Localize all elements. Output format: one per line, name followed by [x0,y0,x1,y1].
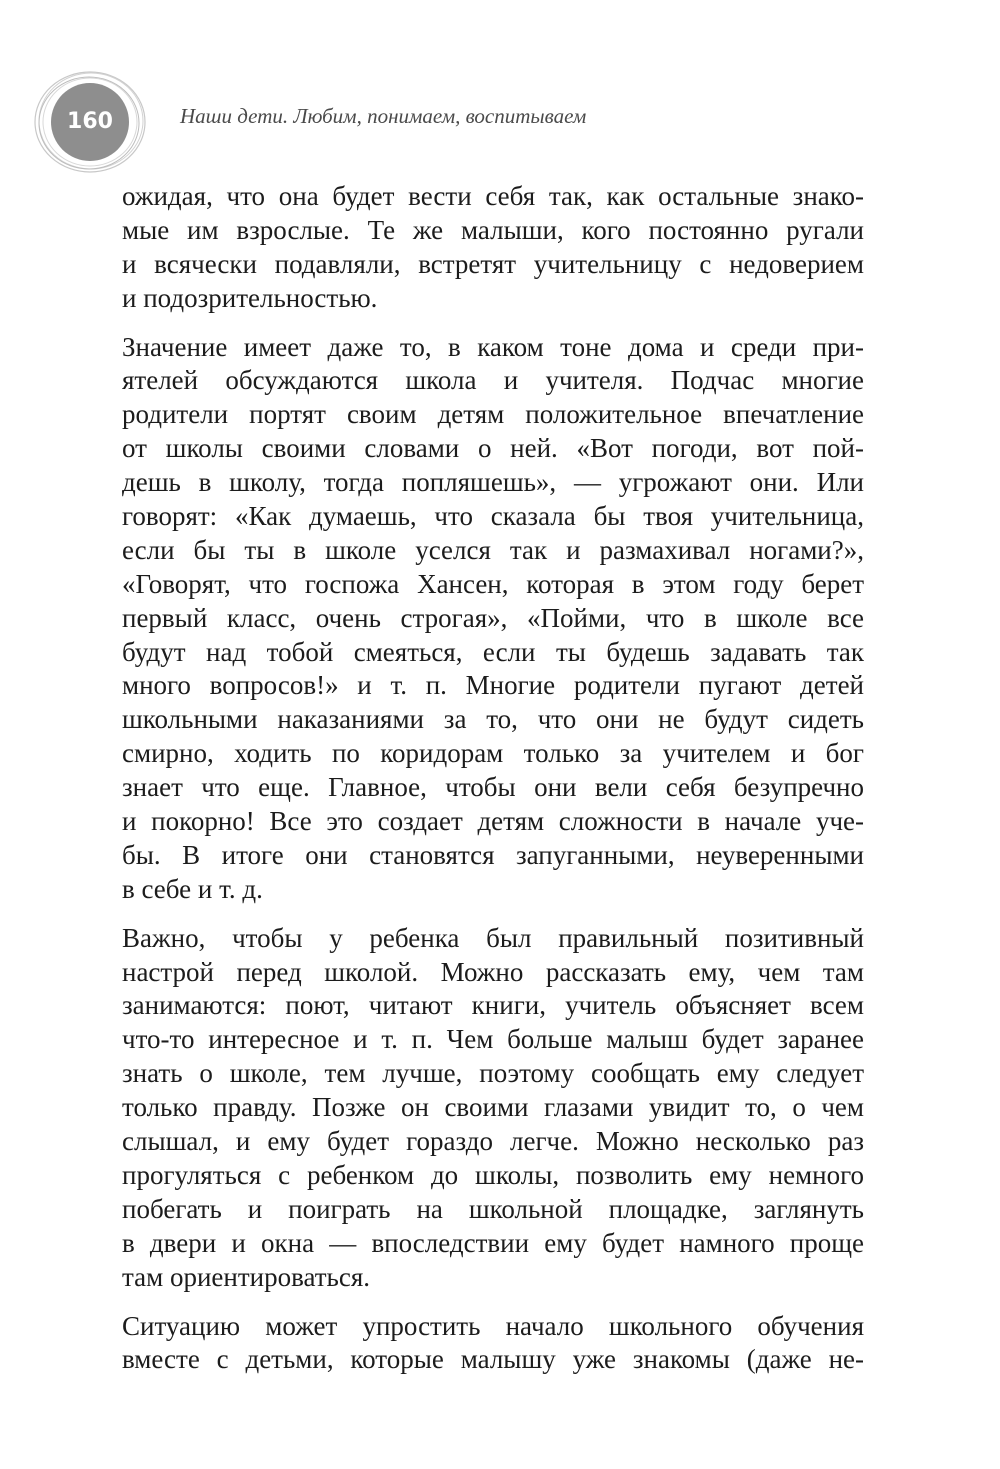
text-line: в себе и т. д. [122,873,263,904]
text-line: Важно, чтобы у ребенка был правильный позитивный [122,922,864,953]
text-line: родители портят своим детям положительное впечатление [122,399,864,430]
text-line: смирно, ходить по коридорам только за учителем и бог [122,738,864,769]
text-line: и подозрительностью. [122,282,378,313]
text-line: будут над тобой смеяться, если ты будешь задавать так [122,636,864,667]
text-line: если бы ты в школе уселся так и размахивал ногами?», [122,534,864,565]
text-line: и покорно! Все это создает детям сложности в начале уче- [122,806,864,837]
running-title: Наши дети. Любим, понимаем, воспитываем [180,104,587,128]
text-line: Значение имеет даже то, в каком тоне дома и среди при- [122,331,864,362]
text-line: ятелей обсуждаются школа и учителя. Подчас многие [122,365,864,396]
page-number-badge [30,68,150,178]
text-line: слышал, и ему будет гораздо легче. Можно несколько раз [122,1126,864,1157]
text-line: первый класс, очень строгая», «Пойми, что в школе все [122,602,864,633]
page-number: 160 [67,109,113,134]
body-text [122,180,864,1392]
text-line: говорят: «Как думаешь, что сказала бы твоя учительница, [122,501,864,532]
text-line: побегать и поиграть на школьной площадке, заглянуть [122,1193,864,1224]
text-line: школьными наказаниями за то, что они не будут сидеть [122,704,864,735]
text-line: знать о школе, тем лучше, поэтому сообщать ему следует [122,1058,864,1089]
text-line: много вопросов!» и т. п. Многие родители пугают детей [122,670,864,701]
text-line: дешь в школу, тогда попляшешь», — угрожают они. Или [122,467,864,498]
text-line: в двери и окна — впоследствии ему будет намного проще [122,1227,864,1258]
text-line: вместе с детьми, которые малышу уже знакомы (даже не- [122,1344,864,1375]
text-line: занимаются: поют, читают книги, учитель объясняет всем [122,990,864,1021]
text-line: Ситуацию может упростить начало школьного обучения [122,1310,864,1341]
paragraph [122,1310,864,1378]
page-header [30,68,970,178]
text-line: мые им взрослые. Те же малыши, кого постоянно ругали [122,214,864,245]
paragraph [122,331,864,907]
text-line: бы. В итоге они становятся запуганными, неуверенными [122,839,864,870]
text-line: только правду. Позже он своими глазами увидит то, о чем [122,1092,864,1123]
paragraph [122,922,864,1295]
text-line: настрой перед школой. Можно рассказать ему, чем там [122,956,864,987]
text-line: знает что еще. Главное, чтобы они вели себя безупречно [122,772,864,803]
paragraph [122,180,864,316]
text-line: что-то интересное и т. п. Чем больше малыш будет заранее [122,1024,864,1055]
text-line: там ориентироваться. [122,1261,371,1292]
text-line: «Говорят, что госпожа Хансен, которая в этом году берет [122,568,864,599]
text-line: прогуляться с ребенком до школы, позволить ему немного [122,1159,864,1190]
text-line: ожидая, что она будет вести себя так, как остальные знако- [122,181,864,211]
text-line: от школы своими словами о ней. «Вот погоди, вот пой- [122,433,864,464]
text-line: и всячески подавляли, встретят учительницу с недоверием [122,248,864,279]
